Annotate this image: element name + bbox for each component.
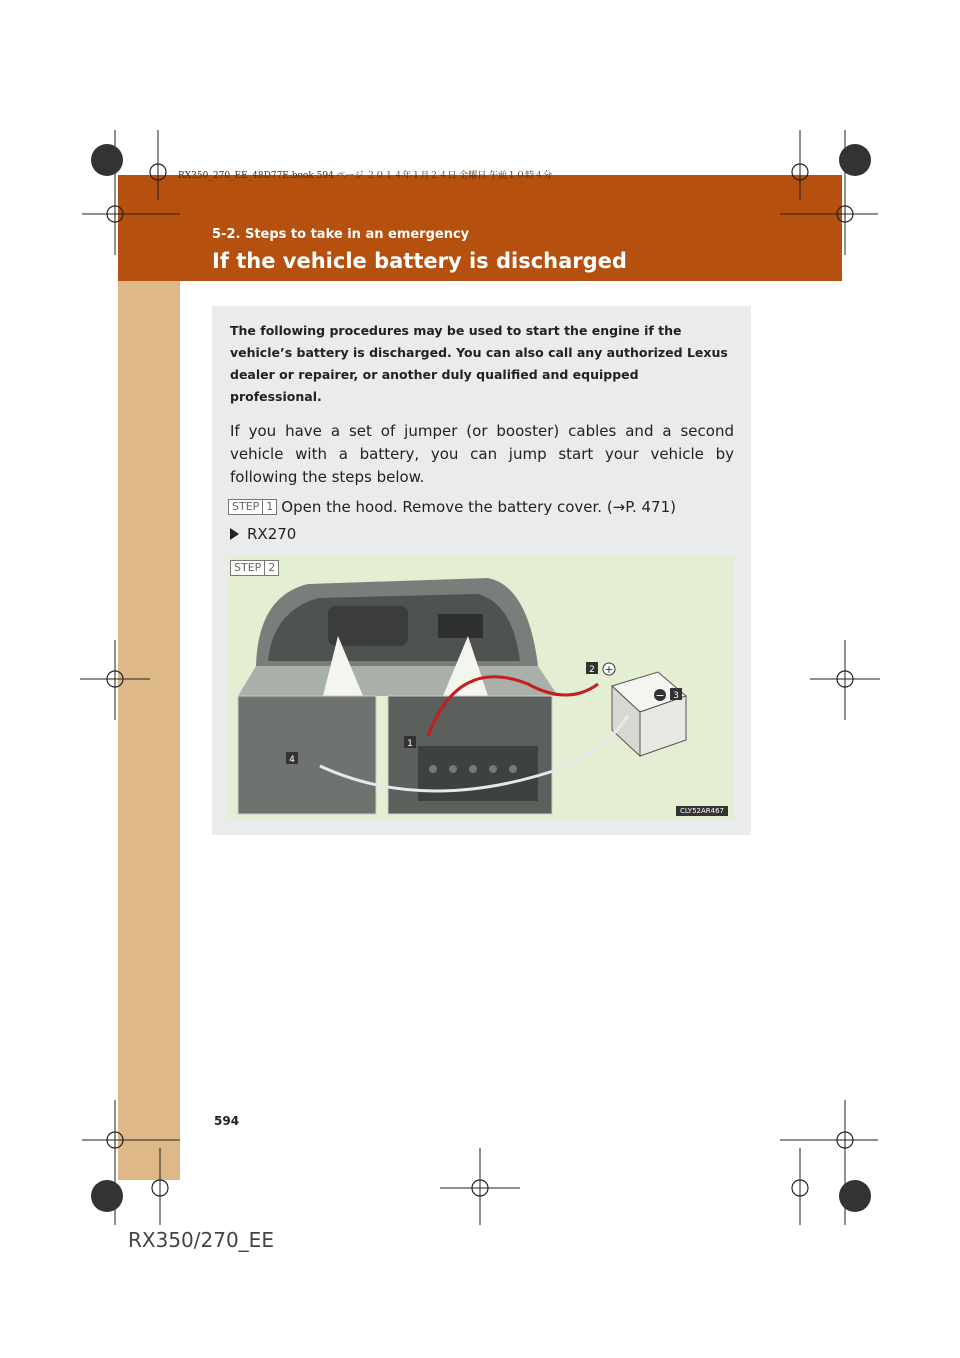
step-number: 2 bbox=[264, 561, 278, 575]
book-info: RX350_270_EE_48D77E.book 594 ページ ２０１４年１月２４日 金曜日 午前１０時４分 bbox=[178, 171, 553, 181]
figure-code: CLY52AR467 bbox=[676, 806, 728, 816]
callout-2-label: 2 bbox=[589, 665, 595, 675]
step-label: STEP bbox=[232, 500, 260, 513]
callout-1-label: 1 bbox=[407, 739, 413, 749]
callout-3-label: 3 bbox=[673, 691, 679, 701]
step-number: 1 bbox=[262, 500, 276, 514]
section-heading: 5-2. Steps to take in an emergency bbox=[212, 227, 470, 242]
footer-model: RX350/270_EE bbox=[128, 1228, 274, 1252]
plus-sign: + bbox=[604, 663, 614, 676]
callout-4-label: 4 bbox=[289, 755, 295, 765]
page-number: 594 bbox=[214, 1114, 240, 1128]
body-paragraph: If you have a set of jumper (or booster) cables and a second vehicle with a battery, you can jump start your vehicle by following the steps below. bbox=[230, 422, 734, 486]
minus-sign: − bbox=[655, 689, 665, 702]
intro-text: The following procedures may be used to start the engine if the vehicle’s battery is discharged. You can also call any authorized Lexus dealer or repairer, or another duly qualified and equipped professional. bbox=[230, 323, 728, 404]
step-text: Open the hood. Remove the battery cover. (→P. 471) bbox=[281, 498, 676, 516]
step-label: STEP bbox=[234, 561, 262, 574]
page-title: If the vehicle battery is discharged bbox=[212, 249, 627, 273]
model-name: RX270 bbox=[247, 525, 297, 543]
